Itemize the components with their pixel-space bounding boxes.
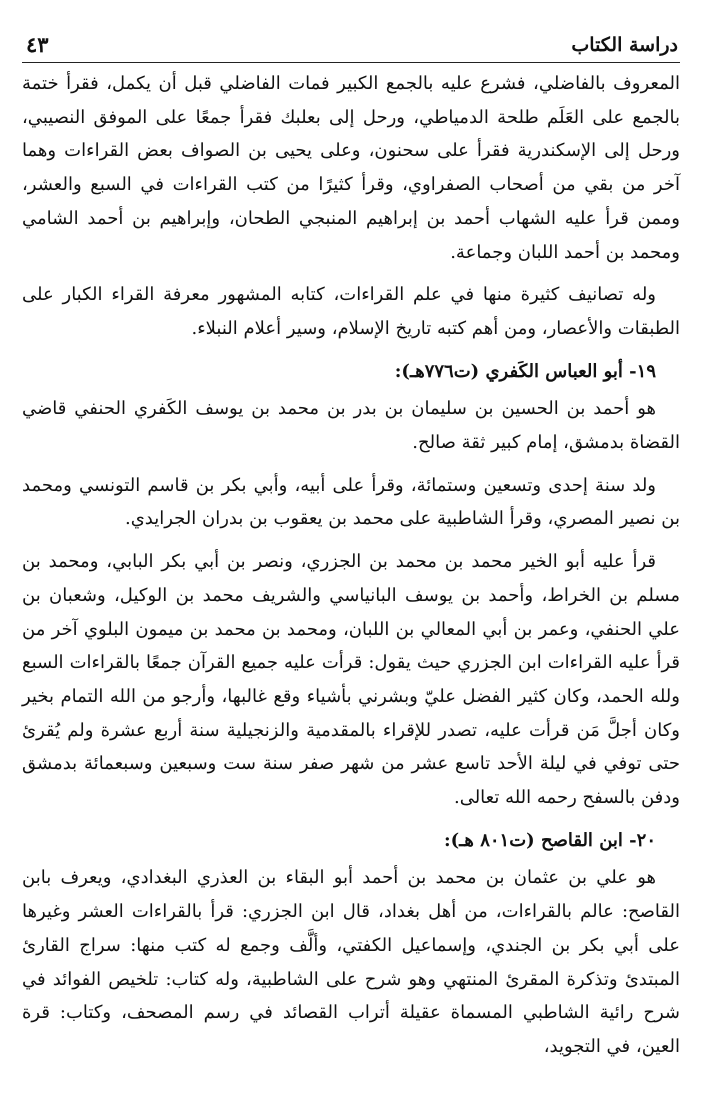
running-title: دراسة الكتاب xyxy=(571,34,678,56)
page-body xyxy=(22,63,680,1064)
page-header xyxy=(22,28,680,63)
paragraph-kafri-birth: ولد سنة إحدى وتسعين وستمائة، وقرأ على أبيه، وأبي بكر بن قاسم التونسي ومحمد بن نصير المصري، وقرأ الشاطبية على محمد بن يعقوب بن بدران الجرايدي. xyxy=(22,474,680,530)
heading-20-ibn-qasih: ٢٠- ابن القاصح (ت٨٠١ هـ): xyxy=(444,829,656,851)
paragraph-ibn-qasih: هو علي بن عثمان بن محمد بن أحمد أبو البقاء بن العذري البغدادي، ويعرف بابن القاصح: عالم بالقراءات، من أهل بغداد، قال ابن الجزري: قرأ بالقراءات العشر وغيرها على أبي بكر بن الجندي، وإسماعيل الكفتي، وألَّف وجمع له كتب منها: سراج القارئ المبتدئ وتذكرة المقرئ المنتهي وهو شرح على الشاطبية، وله كتاب: تلخيص الفوائد في شرح رائية الشاطبي المسماة عقيلة أتراب القصائد في رسم المصحف، وكتاب: قرة العين، في التجويد، xyxy=(22,867,680,1057)
paragraph-kafri-students: قرأ عليه أبو الخير محمد بن محمد بن الجزري، ونصر بن أبي بكر البابي، ومحمد بن مسلم بن الخراط، وأحمد بن يوسف البانياسي والشريف محمد بن الوكيل، وشعبان بن علي الحنفي، وعمر بن أبي المعالي بن اللبان، ومحمد بن محمد بن ميمون البلوي آخر من قرأ عليه القراءات ابن الجزري حيث يقول: قرأت عليه جميع القرآن جمعًا بالقراءات السبع ولله الحمد، وكان كثير الفضل عليّ وبشرني بأشياء وقع غالبها، وأرجو من الله التمام بخير وكان أجلَّ مَن قرأت عليه، تصدر للإقراء بالمقدمية والزنجيلية سنة أربع عشرة ولم يُقرئ حتى توفي في ليلة الأحد تاسع عشر من شهر صفر سنة ست وسبعين وسبعمائة بدمشق ودفن بالسفح رحمه الله تعالى. xyxy=(22,551,681,809)
paragraph-dhahabi-teachers: المعروف بالفاضلي، فشرع عليه بالجمع الكبير فمات الفاضلي قبل أن يكمل، فقرأ ختمة بالجمع على العَلَم طلحة الدمياطي، ورحل إلى بعلبك فقرأ جمعًا على الموفق النصيبي، ورحل إلى الإسكندرية فقرأ على سحنون، وعلى يحيى بن الصواف بعض القراءات وهما آخر من بقي من أصحاب الصفراوي، وقرأ كثيرًا من كتب القراءات في السبع والعشر، وممن قرأ عليه الشهاب أحمد بن إبراهيم المنبجي الطحان، وإبراهيم بن أحمد الشامي ومحمد بن أحمد اللبان وجماعة. xyxy=(22,73,680,263)
book-page xyxy=(22,28,680,1098)
paragraph-dhahabi-works: وله تصانيف كثيرة منها في علم القراءات، كتابه المشهور معرفة القراء الكبار على الطبقات والأعصار، ومن أهم كتبه تاريخ الإسلام، وسير أعلام النبلاء. xyxy=(22,284,680,339)
page-number: ٤٣ xyxy=(26,32,49,57)
heading-19-kafri: ١٩- أبو العباس الكَفري (ت٧٧٦هـ): xyxy=(394,360,656,382)
paragraph-kafri-identity: هو أحمد بن الحسين بن سليمان بن بدر بن محمد بن يوسف الكَفري الحنفي قاضي القضاة بدمشق، إمام كبير ثقة صالح. xyxy=(22,398,680,454)
